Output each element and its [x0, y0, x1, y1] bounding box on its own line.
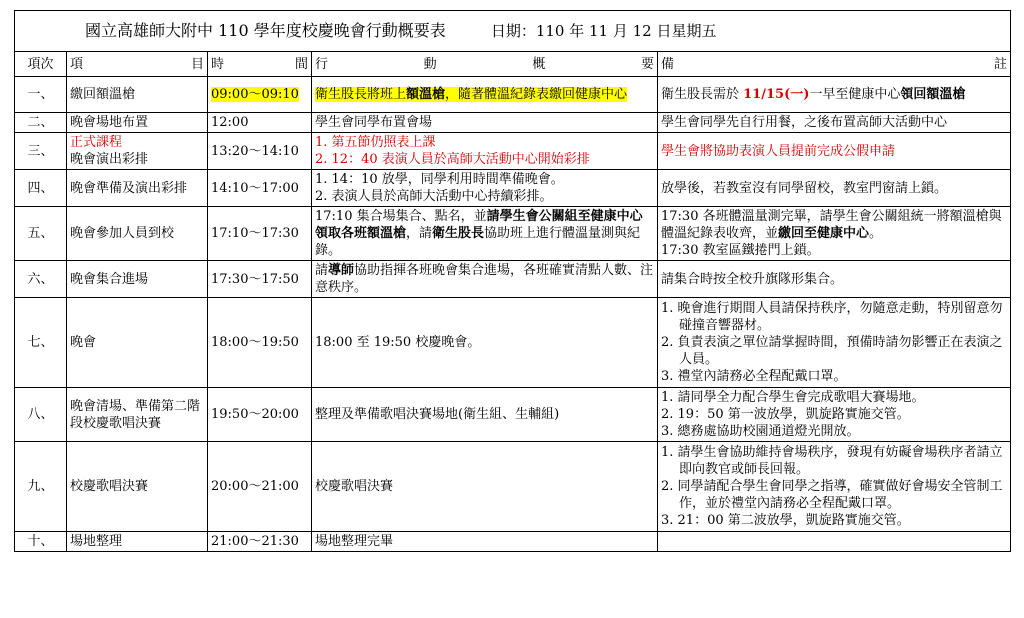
text-run: 衛生股長: [432, 226, 485, 241]
action-line: 1. 第五節仍照表上課: [315, 135, 436, 150]
row-action: 整理及準備歌唱決賽場地(衛生組、生輔組): [312, 388, 658, 442]
row-action: 學生會同學布置會場: [312, 113, 658, 133]
text-run: 繳回至健康中心: [778, 226, 870, 241]
row-action: [312, 77, 658, 113]
text-run: 請: [315, 263, 329, 278]
text-run: 衛生股長將班上: [315, 87, 407, 102]
header-time: [208, 52, 312, 77]
text-run: 領回額溫槍: [900, 87, 966, 102]
note-line: 2. 19：50 第一波放學，凱旋路實施交管。: [661, 407, 910, 422]
table-row: [15, 170, 1011, 207]
table-row: [15, 133, 1011, 170]
row-index: 六、: [15, 261, 67, 298]
note-line: 3. 禮堂內請務必全程配戴口罩。: [661, 369, 847, 384]
header-item: [67, 52, 208, 77]
row-note: 放學後，若教室沒有同學留校，教室門窗請上鎖。: [658, 170, 1011, 207]
row-item: 晚會參加人員到校: [67, 207, 208, 261]
text-run: 導師: [328, 263, 355, 278]
row-item: 繳回額溫槍: [67, 77, 208, 113]
row-index: 二、: [15, 113, 67, 133]
text-run: 17:10 集合場集合、點名，並: [315, 209, 487, 224]
row-index: 十、: [15, 532, 67, 552]
text-run: 協助班上進行體溫量測與紀錄。: [315, 226, 641, 258]
row-index: 五、: [15, 207, 67, 261]
note-line: 3. 21：00 第二波放學，凱旋路實施交管。: [661, 513, 910, 528]
row-note: 學生會同學先自行用餐，之後布置高師大活動中心: [658, 113, 1011, 133]
header-action: 行動概要: [312, 52, 658, 77]
note-text-2: 17:30 教室區鐵捲門上鎖。: [661, 243, 820, 258]
row-item: 晚會清場、準備第二階段校慶歌唱決賽: [67, 388, 208, 442]
row-action: [312, 133, 658, 170]
note-line: 2. 同學請配合學生會同學之指導，確實做好會場安全管制工作，並於禮堂內請務必全程配戴口罩。: [661, 479, 1003, 511]
row-item: 晚會: [67, 298, 208, 388]
row-index: 八、: [15, 388, 67, 442]
header-item-b: 目: [190, 56, 204, 72]
row-note: [658, 532, 1011, 552]
row-item: 晚會場地布置: [67, 113, 208, 133]
row-index: 七、: [15, 298, 67, 388]
text-run: 請學生會公關組至健康中心領取各班額溫槍: [315, 209, 643, 241]
row-action: 場地整理完畢: [312, 532, 658, 552]
text-run: 11/15(一): [743, 87, 810, 102]
row-index: 四、: [15, 170, 67, 207]
page-title: 國立高雄師大附中 110 學年度校慶晚會行動概要表: [85, 21, 446, 40]
text-run: 17:30 各班體溫量測完畢，請學生會公關組統一將額溫槍與體溫紀錄表收齊，並: [661, 209, 1002, 241]
row-time-highlight: 09:00～09:10: [211, 87, 299, 102]
row-index: 三、: [15, 133, 67, 170]
row-note: [658, 207, 1011, 261]
schedule-table: [14, 10, 1011, 552]
row-index: 九、: [15, 442, 67, 532]
title-row: [15, 11, 1011, 52]
table-row: [15, 298, 1011, 388]
text-run: 額溫槍: [406, 87, 446, 102]
row-time: 20:00～21:00: [208, 442, 312, 532]
row-action: [312, 207, 658, 261]
row-time: 21:00～21:30: [208, 532, 312, 552]
schedule-rows: [15, 77, 1011, 552]
row-time: [208, 77, 312, 113]
action-lines: [315, 134, 654, 168]
action-text: [315, 209, 643, 258]
row-index: 一、: [15, 77, 67, 113]
header-time-a: 時: [211, 56, 225, 72]
text-run: 協助指揮各班晚會集合進場，各班確實清點人數、注意秩序。: [315, 263, 654, 295]
page-date: 日期：110 年 11 月 12 日星期五: [490, 22, 717, 40]
note-text: [661, 86, 1007, 103]
table-row: [15, 532, 1011, 552]
row-note: 學生會將協助表演人員提前完成公假申請: [658, 133, 1011, 170]
header-row: [15, 52, 1011, 77]
row-item: 校慶歌唱決賽: [67, 442, 208, 532]
row-time: 19:50～20:00: [208, 388, 312, 442]
note-line: 2. 負責表演之單位請掌握時間，預備時請勿影響正在表演之人員。: [661, 335, 1003, 367]
row-note: [658, 442, 1011, 532]
row-item-tag: 正式課程: [70, 135, 123, 150]
row-note: 請集合時按全校升旗隊形集合。: [658, 261, 1011, 298]
action-line: 1. 14：10 放學，同學利用時間準備晚會。: [315, 172, 564, 187]
row-action: 校慶歌唱決賽: [312, 442, 658, 532]
row-item-label: 晚會演出彩排: [70, 152, 149, 167]
table-row: [15, 113, 1011, 133]
table-row: [15, 388, 1011, 442]
action-line: 2. 12：40 表演人員於高師大活動中心開始彩排: [315, 152, 590, 167]
row-item: 晚會集合進場: [67, 261, 208, 298]
row-item: 場地整理: [67, 532, 208, 552]
row-item: [67, 133, 208, 170]
header-item-a: 項: [70, 56, 84, 72]
row-action: [312, 170, 658, 207]
table-row: [15, 207, 1011, 261]
row-time: 18:00～19:50: [208, 298, 312, 388]
text-run: ，隨著體溫紀錄表繳回健康中心: [445, 87, 628, 102]
note-line: 3. 總務處協助校園通道燈光開放。: [661, 424, 860, 439]
table-row: [15, 77, 1011, 113]
header-note: 備註: [658, 52, 1011, 77]
note-line: 1. 請同學全力配合學生會完成歌唱大賽場地。: [661, 390, 925, 405]
row-note: [658, 388, 1011, 442]
text-run: ，請: [406, 226, 433, 241]
table-row: [15, 261, 1011, 298]
note-line: 1. 晚會進行期間人員請保持秩序，勿隨意走動，特別留意勿碰撞音響器材。: [661, 301, 1003, 333]
table-row: [15, 442, 1011, 532]
row-action: [312, 261, 658, 298]
text-run: 一早至健康中心: [809, 87, 901, 102]
row-time: 14:10～17:00: [208, 170, 312, 207]
action-text: [315, 263, 653, 295]
row-action: 18:00 至 19:50 校慶晚會。: [312, 298, 658, 388]
schedule-sheet: [14, 10, 1010, 552]
row-time: 12:00: [208, 113, 312, 133]
row-note: [658, 298, 1011, 388]
row-item: 晚會準備及演出彩排: [67, 170, 208, 207]
action-line: 2. 表演人員於高師大活動中心持續彩排。: [315, 189, 553, 204]
text-run: 衛生股長需於: [661, 87, 744, 102]
note-line: 1. 請學生會協助維持會場秩序，發現有妨礙會場秩序者請立即向教官或師長回報。: [661, 445, 1003, 477]
row-note: [658, 77, 1011, 113]
action-text: [315, 87, 627, 102]
action-lines: [315, 171, 654, 205]
row-time: 17:10～17:30: [208, 207, 312, 261]
header-index: 項次: [15, 52, 67, 77]
row-time: 13:20～14:10: [208, 133, 312, 170]
row-time: 17:30～17:50: [208, 261, 312, 298]
header-time-b: 間: [294, 56, 308, 72]
note-text: [661, 208, 1007, 242]
text-run: 。: [869, 226, 883, 241]
title-cell: [15, 11, 1011, 52]
